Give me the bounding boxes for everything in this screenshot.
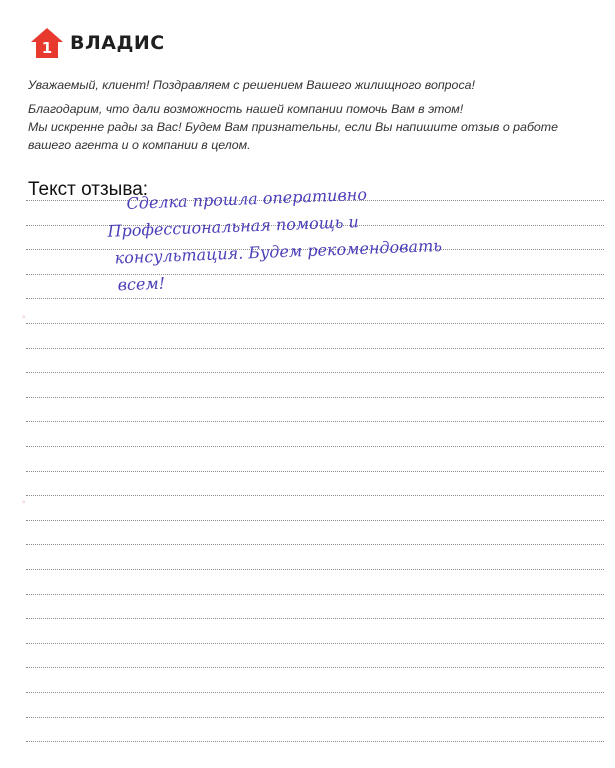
ruled-line xyxy=(26,446,604,447)
ruled-line xyxy=(26,495,604,496)
ruled-line xyxy=(26,544,604,545)
ruled-line xyxy=(26,421,604,422)
handwritten-line-2: Профессиональная помощь и xyxy=(107,212,360,241)
paper-speck: ◦ xyxy=(22,497,26,508)
ruled-line xyxy=(26,372,604,373)
handwritten-line-1: Сделка прошла оперативно xyxy=(126,184,368,213)
ruled-line xyxy=(26,569,604,570)
intro-line-2: Благодарим, что дали возможность нашей компании помочь Вам в этом! xyxy=(28,102,464,116)
brand-name: ВЛАДИС xyxy=(70,32,165,54)
ruled-line xyxy=(26,643,604,644)
ruled-line xyxy=(26,717,604,718)
intro-text xyxy=(28,76,588,154)
ruled-line xyxy=(26,692,604,693)
ruled-line xyxy=(26,741,604,742)
intro-line-4: вашего агента и о компании в целом. xyxy=(28,138,251,152)
ruled-line xyxy=(26,667,604,668)
intro-line-3: Мы искренне рады за Вас! Будем Вам признательны, если Вы напишите отзыв о работе xyxy=(28,120,559,134)
ruled-line xyxy=(26,520,604,521)
review-heading: Текст отзыва: xyxy=(28,179,149,200)
ruled-line xyxy=(26,298,604,299)
handwritten-line-4: всем! xyxy=(117,273,166,295)
ruled-line xyxy=(26,471,604,472)
intro-line-1: Уважаемый, клиент! Поздравляем с решением Вашего жилищного вопроса! xyxy=(28,78,475,92)
house-key-icon xyxy=(30,26,64,60)
paper-speck: ◦ xyxy=(22,312,26,323)
handwritten-review xyxy=(107,172,600,298)
ruled-line xyxy=(26,348,604,349)
company-logo xyxy=(30,26,165,60)
ruled-line xyxy=(26,397,604,398)
handwritten-line-3: консультация. Будем рекомендовать xyxy=(114,235,443,268)
ruled-line xyxy=(26,323,604,324)
ruled-line xyxy=(26,594,604,595)
ruled-line xyxy=(26,618,604,619)
logo-badge: 1 xyxy=(41,39,53,57)
